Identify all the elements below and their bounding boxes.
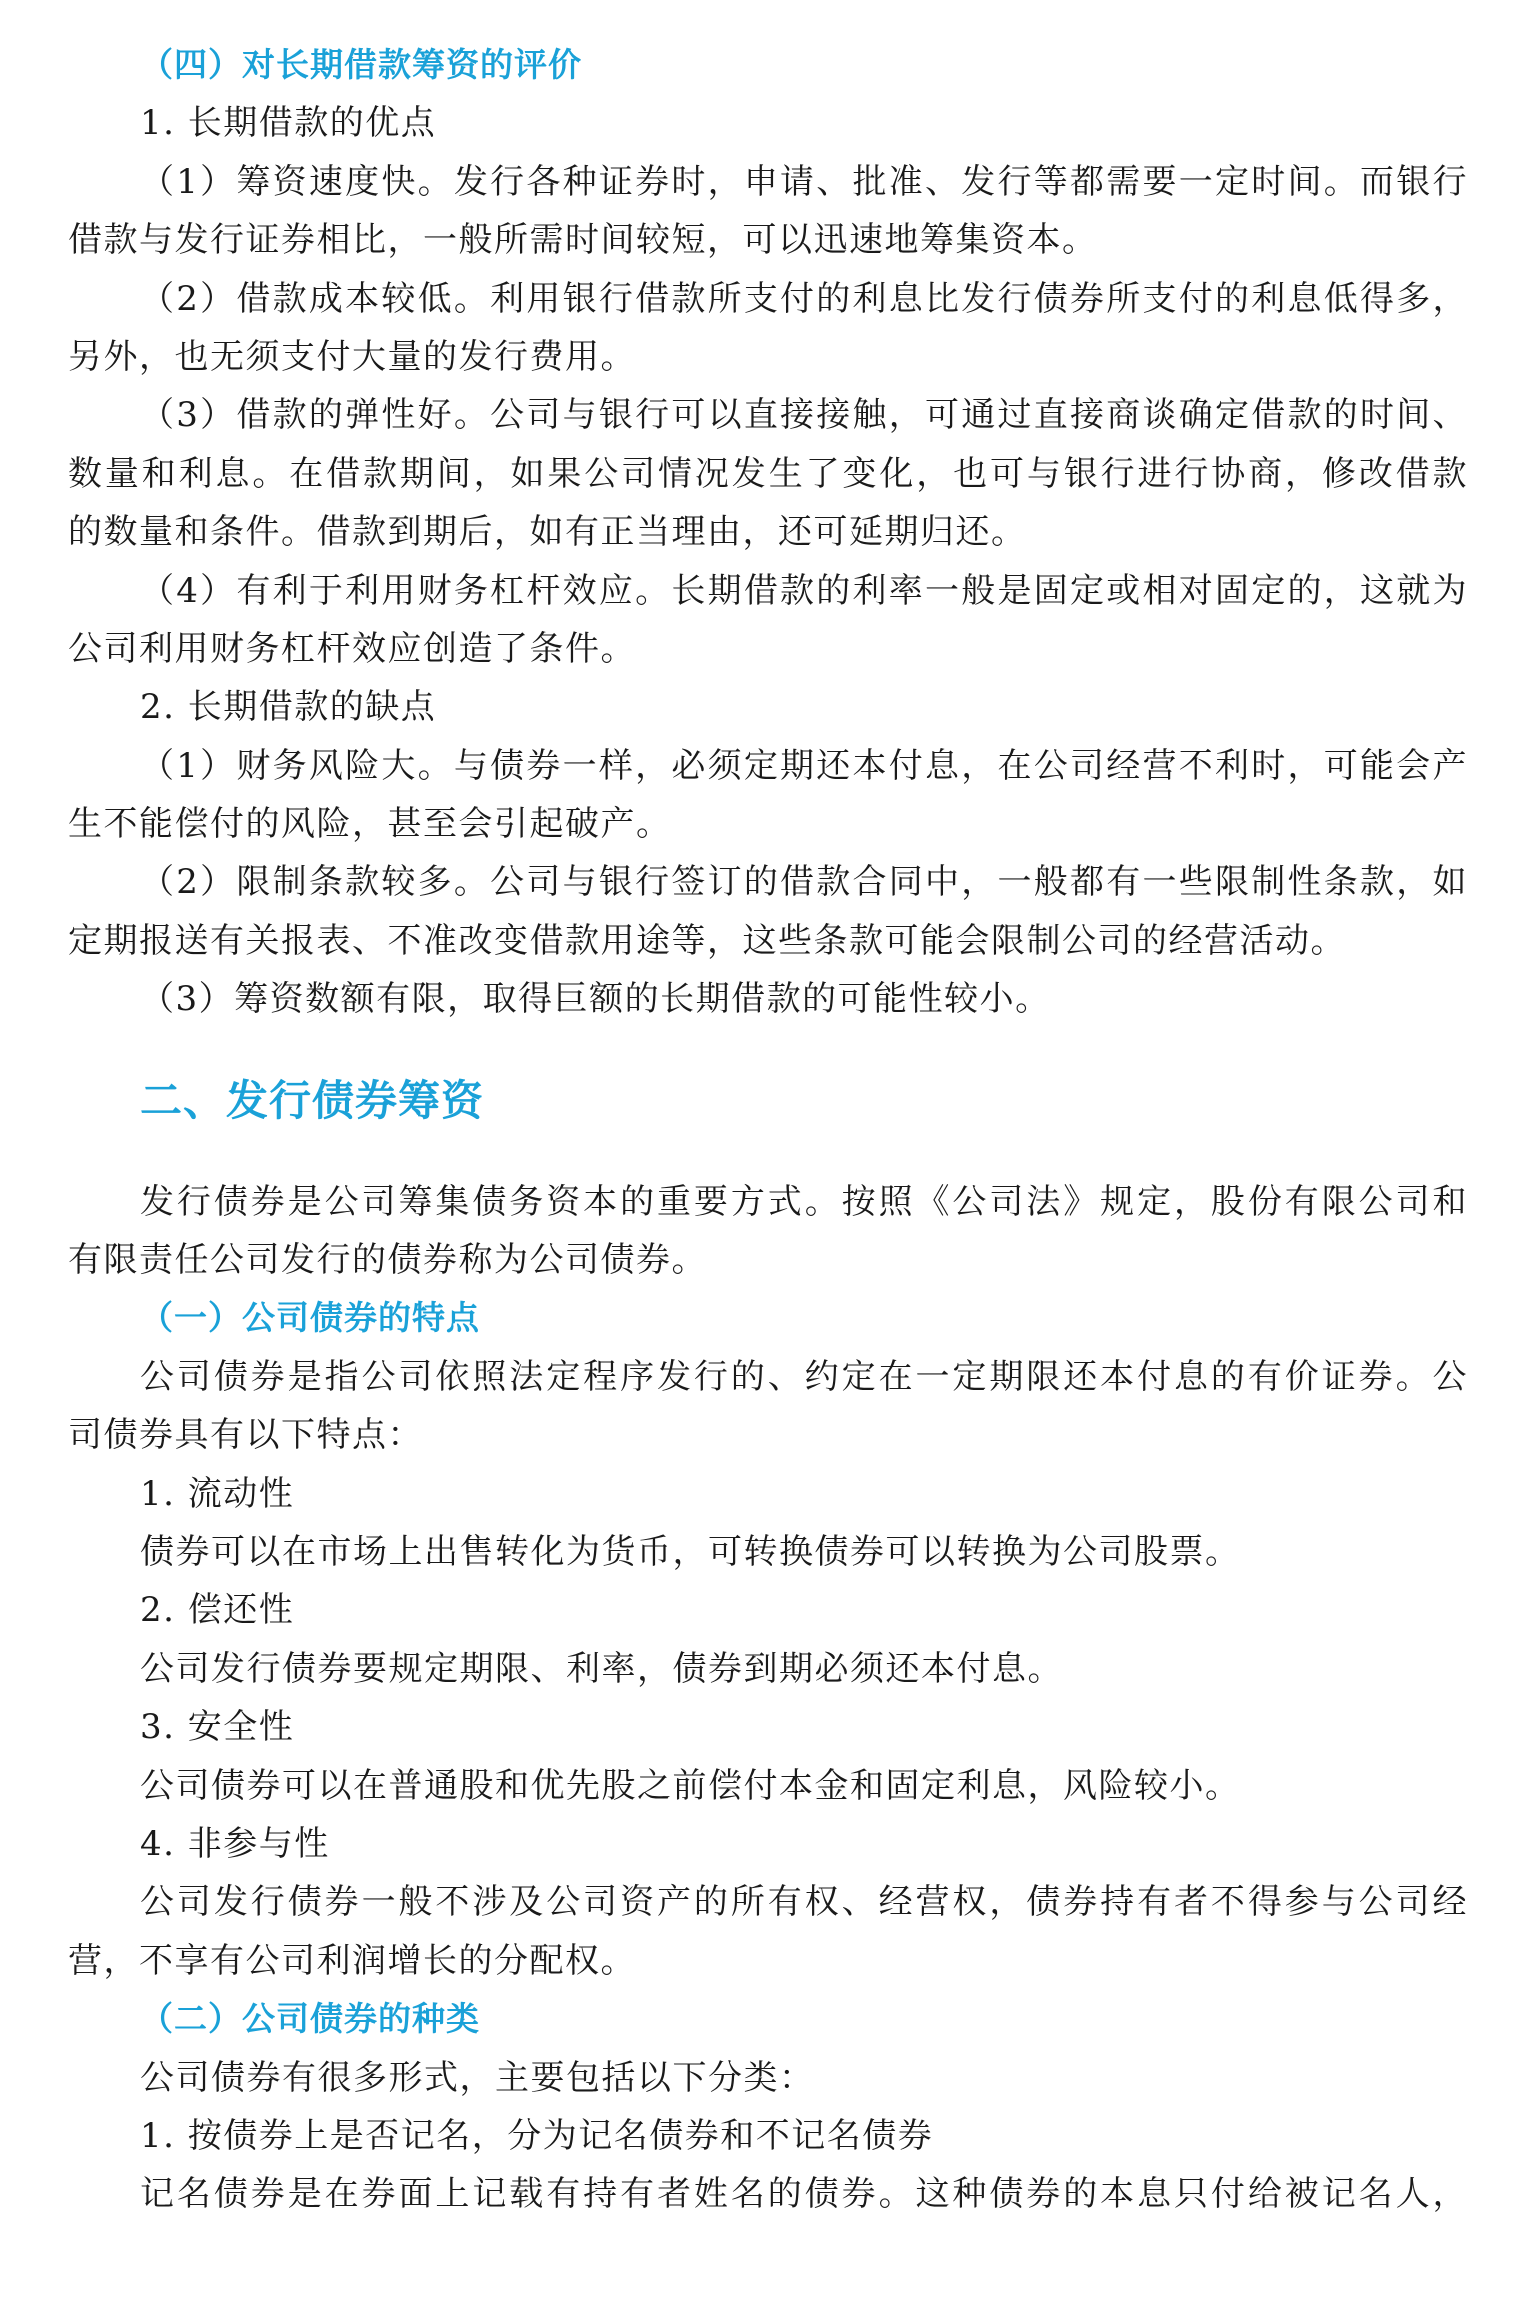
document-page [68, 36, 1468, 2224]
item-title: 2. 偿还性 [140, 1590, 295, 1631]
item-title: 3. 安全性 [140, 1707, 295, 1748]
paragraph-line: 公司债券是指公司依照法定程序发行的、约定在一定期限还本付息的有价证券。公 [140, 1356, 1468, 1397]
paragraph-line: 债券可以在市场上出售转化为货币，可转换债券可以转换为公司股票。 [140, 1531, 1241, 1572]
paragraph-line: 公司利用财务杠杆效应创造了条件。 [68, 628, 636, 669]
paragraph-line: 有限责任公司发行的债券称为公司债券。 [68, 1240, 707, 1281]
paragraph-line: 发行债券是公司筹集债务资本的重要方式。按照《公司法》规定，股份有限公司和 [140, 1181, 1468, 1222]
paragraph-line: （2）借款成本较低。利用银行借款所支付的利息比发行债券所支付的利息低得多， [140, 278, 1468, 319]
paragraph-line: 的数量和条件。借款到期后，如有正当理由，还可延期归还。 [68, 512, 1027, 553]
paragraph-line: （2）限制条款较多。公司与银行签订的借款合同中，一般都有一些限制性条款，如 [140, 862, 1468, 903]
paragraph-line: （1）筹资速度快。发行各种证券时，申请、批准、发行等都需要一定时间。而银行 [140, 161, 1468, 202]
paragraph-line: 公司债券可以在普通股和优先股之前偿付本金和固定利息，风险较小。 [140, 1765, 1241, 1806]
paragraph-line: 定期报送有关报表、不准改变借款用途等，这些条款可能会限制公司的经营活动。 [68, 920, 1346, 961]
paragraph-line: 司债券具有以下特点： [68, 1415, 423, 1456]
paragraph-line: 记名债券是在券面上记载有持有者姓名的债券。这种债券的本息只付给被记名人， [140, 2174, 1468, 2215]
item-title: 4. 非参与性 [140, 1823, 330, 1864]
item-title: 1. 流动性 [140, 1473, 295, 1514]
item-title: 2. 长期借款的缺点 [140, 687, 437, 728]
subsection-heading: （一）公司债券的特点 [140, 1298, 480, 1338]
item-title: 1. 按债券上是否记名，分为记名债券和不记名债券 [140, 2115, 934, 2156]
subsection-heading: （二）公司债券的种类 [140, 1999, 480, 2039]
paragraph-line: （3）筹资数额有限，取得巨额的长期借款的可能性较小。 [140, 979, 1051, 1020]
paragraph-line: （3）借款的弹性好。公司与银行可以直接接触，可通过直接商谈确定借款的时间、 [140, 395, 1468, 436]
paragraph-line: 另外，也无须支付大量的发行费用。 [68, 336, 636, 377]
paragraph-line: 生不能偿付的风险，甚至会引起破产。 [68, 804, 672, 845]
item-title: 1. 长期借款的优点 [140, 103, 437, 144]
paragraph-line: 借款与发行证券相比，一般所需时间较短，可以迅速地筹集资本。 [68, 220, 1098, 261]
subsection-heading: （四）对长期借款筹资的评价 [140, 45, 582, 84]
paragraph-line: 数量和利息。在借款期间，如果公司情况发生了变化，也可与银行进行协商，修改借款 [68, 453, 1468, 494]
paragraph-line: （1）财务风险大。与债券一样，必须定期还本付息，在公司经营不利时，可能会产 [140, 745, 1468, 786]
paragraph-line: 营，不享有公司利润增长的分配权。 [68, 1940, 636, 1981]
section-heading: 二、发行债券筹资 [140, 1075, 485, 1125]
paragraph-line: 公司发行债券要规定期限、利率，债券到期必须还本付息。 [140, 1648, 1063, 1689]
paragraph-line: （4）有利于利用财务杠杆效应。长期借款的利率一般是固定或相对固定的，这就为 [140, 570, 1468, 611]
paragraph-line: 公司债券有很多形式，主要包括以下分类： [140, 2057, 815, 2098]
paragraph-line: 公司发行债券一般不涉及公司资产的所有权、经营权，债券持有者不得参与公司经 [140, 1882, 1468, 1923]
